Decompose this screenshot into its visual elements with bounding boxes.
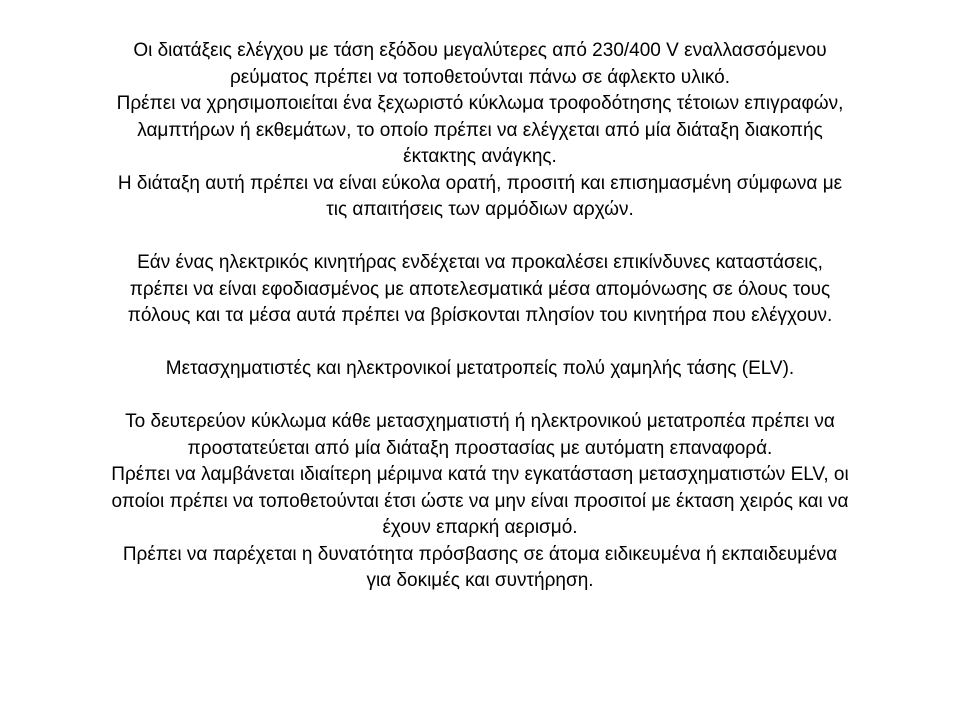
text-line: πόλους και τα μέσα αυτά πρέπει να βρίσκονται πλησίον του κινητήρα που ελέγχουν. [127, 305, 833, 326]
text-line: Πρέπει να παρέχεται η δυνατότητα πρόσβασης σε άτομα ειδικευμένα ή εκπαιδευμένα [122, 543, 838, 565]
text-line: Πρέπει να χρησιμοποιείται ένα ξεχωριστό κύκλωμα τροφοδότησης τέτοιων επιγραφών, [116, 93, 844, 114]
paragraph-gap [20, 330, 940, 357]
section-heading: Μετασχηματιστές και ηλεκτρονικοί μετατροπείς πολύ χαμηλής τάσης (ELV). [165, 358, 795, 379]
text-line: Η διάταξη αυτή πρέπει να είναι εύκολα ορατή, προσιτή και επισημασμένη σύμφωνα με [117, 172, 843, 194]
text-line: έκτακτης ανάγκης. [403, 146, 557, 167]
paragraph-gap [20, 383, 940, 410]
text-line: για δοκιμές και συντήρηση. [366, 570, 594, 591]
text-line: Εάν ένας ηλεκτρικός κινητήρας ενδέχεται να προκαλέσει επικίνδυνες καταστάσεις, [137, 252, 823, 273]
text-line: Πρέπει να λαμβάνεται ιδιαίτερη μέριμνα κατά την εγκατάσταση μετασχηματιστών ELV, οι [111, 464, 849, 485]
text-line: λαμπτήρων ή εκθεμάτων, το οποίο πρέπει να ελέγχεται από μία διάταξη διακοπής [137, 119, 823, 141]
text-line: έχουν επαρκή αερισμό. [382, 517, 578, 538]
text-line: Οι διατάξεις ελέγχου με τάση εξόδου μεγαλύτερες από 230/400 V εναλλασσόμενου [133, 40, 827, 61]
text-line: τις απαιτήσεις των αρμόδιων αρχών. [326, 199, 634, 220]
text-line: ρεύματος πρέπει να τοποθετούνται πάνω σε άφλεκτο υλικό. [229, 66, 731, 88]
document-page [20, 38, 940, 595]
paragraph-gap [20, 224, 940, 251]
text-line: προστατεύεται από μία διάταξη προστασίας με αυτόματη επαναφορά. [187, 437, 773, 459]
text-line: οποίοι πρέπει να τοποθετούνται έτσι ώστε να μην είναι προσιτοί με έκταση χειρός και να [111, 490, 849, 512]
text-line: Το δευτερεύον κύκλωμα κάθε μετασχηματιστή ή ηλεκτρονικού μετατροπέα πρέπει να [125, 411, 835, 432]
text-line: πρέπει να είναι εφοδιασμένος με αποτελεσματικά μέσα απομόνωσης σε όλους τους [129, 278, 831, 300]
